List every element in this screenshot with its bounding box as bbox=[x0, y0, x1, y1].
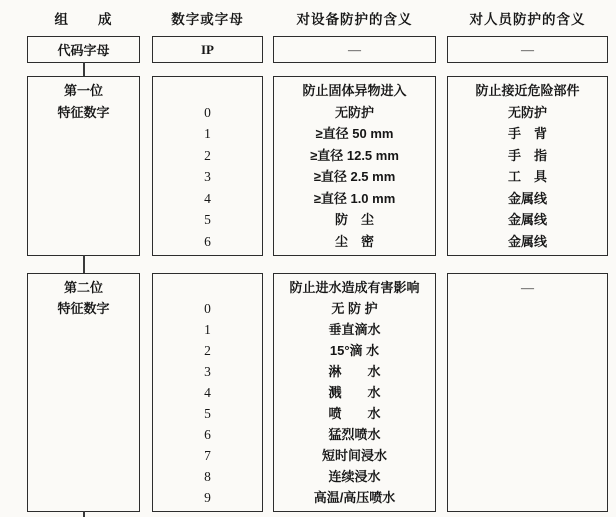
empty-cell bbox=[448, 298, 607, 319]
equipment-cell: 垂直滴水 bbox=[328, 322, 381, 337]
first-digit-personnel-box bbox=[447, 76, 608, 256]
empty-cell bbox=[448, 340, 607, 361]
empty-cell bbox=[28, 188, 139, 210]
empty-cell bbox=[448, 487, 607, 508]
personnel-cell: 金属线 bbox=[507, 190, 547, 206]
empty-cell bbox=[28, 209, 139, 231]
digit-cell: 6 bbox=[204, 426, 211, 442]
empty-cell bbox=[448, 424, 607, 445]
equipment-cell: 尘 密 bbox=[334, 233, 374, 249]
empty-cell bbox=[448, 403, 607, 424]
second-digit-personnel-box bbox=[447, 273, 608, 512]
equipment-header-cell: 防止进水造成有害影响 bbox=[289, 280, 420, 295]
first-digit-label-line2: 特征数字 bbox=[57, 104, 110, 120]
empty-cell bbox=[28, 319, 139, 340]
equipment-cell: 15°滴 水 bbox=[329, 343, 380, 358]
code-letter-personnel-box: — bbox=[447, 36, 608, 63]
equipment-cell: ≥直径 12.5 mm bbox=[310, 147, 399, 163]
first-digit-label-box bbox=[27, 76, 140, 256]
empty-cell bbox=[448, 319, 607, 340]
personnel-cell: 手 指 bbox=[507, 147, 547, 163]
personnel-cell: 无防护 bbox=[507, 104, 547, 120]
personnel-cell: 工 具 bbox=[507, 169, 547, 185]
digit-cell: 4 bbox=[204, 190, 211, 206]
empty-cell bbox=[28, 145, 139, 167]
digit-cell: 2 bbox=[204, 342, 211, 358]
equipment-cell: 猛烈喷水 bbox=[328, 427, 381, 442]
digit-cell: 0 bbox=[204, 300, 211, 316]
equipment-cell: 短时间浸水 bbox=[321, 448, 387, 463]
column-header-equipment-meaning: 对设备防护的含义 bbox=[296, 12, 413, 27]
digit-cell: 5 bbox=[204, 212, 211, 227]
connector-line-3 bbox=[83, 511, 85, 517]
empty-cell bbox=[28, 466, 139, 487]
digit-cell: 2 bbox=[204, 147, 211, 163]
personnel-header-cell: — bbox=[521, 280, 534, 295]
digit-cell: 0 bbox=[204, 104, 211, 120]
connector-line-2 bbox=[83, 255, 85, 273]
personnel-header-cell: 防止接近危险部件 bbox=[475, 83, 580, 99]
digit-cell: 1 bbox=[204, 126, 211, 141]
second-digit-label-line1: 第二位 bbox=[63, 280, 103, 295]
empty-cell bbox=[448, 382, 607, 403]
personnel-cell: 金属线 bbox=[507, 212, 547, 228]
empty-cell bbox=[28, 340, 139, 361]
digit-cell: 3 bbox=[204, 363, 211, 379]
digit-cell: 3 bbox=[204, 169, 211, 184]
digit-cell: 8 bbox=[204, 468, 211, 484]
equipment-cell: 防 尘 bbox=[334, 212, 374, 228]
equipment-cell: 连续浸水 bbox=[328, 469, 381, 484]
empty-cell bbox=[28, 231, 139, 253]
equipment-cell: 高温/高压喷水 bbox=[313, 490, 396, 505]
personnel-cell: 金属线 bbox=[507, 233, 547, 249]
equipment-cell: 无 防 护 bbox=[331, 301, 378, 316]
column-header-digits-or-letters: 数字或字母 bbox=[171, 12, 244, 27]
equipment-cell: 喷 水 bbox=[328, 406, 381, 421]
connector-line-1 bbox=[83, 62, 85, 76]
code-letter-equipment-box: — bbox=[273, 36, 436, 63]
second-digit-equipment-box bbox=[273, 273, 436, 512]
empty-cell bbox=[448, 361, 607, 382]
empty-cell bbox=[448, 445, 607, 466]
equipment-cell: 淋 水 bbox=[328, 364, 381, 379]
digit-cell: 7 bbox=[204, 447, 211, 463]
equipment-cell: 无防护 bbox=[334, 104, 374, 120]
personnel-cell: 手 背 bbox=[507, 126, 547, 142]
empty-cell bbox=[28, 123, 139, 145]
digit-cell: 1 bbox=[204, 321, 211, 337]
first-digit-equipment-box bbox=[273, 76, 436, 256]
digit-cell: 5 bbox=[204, 405, 211, 421]
empty-cell bbox=[153, 277, 262, 298]
first-digit-values-box bbox=[152, 76, 263, 256]
empty-cell bbox=[28, 487, 139, 508]
equipment-header-cell: 防止固体异物进入 bbox=[302, 83, 407, 99]
equipment-cell: 溅 水 bbox=[328, 385, 381, 400]
second-digit-label-line2: 特征数字 bbox=[57, 301, 110, 316]
empty-cell bbox=[28, 166, 139, 188]
equipment-cell: ≥直径 2.5 mm bbox=[313, 169, 396, 185]
digit-cell: 6 bbox=[204, 233, 211, 249]
second-digit-label-box bbox=[27, 273, 140, 512]
second-digit-values-box bbox=[152, 273, 263, 512]
empty-cell bbox=[153, 80, 262, 102]
code-letter-label-box: 代码字母 bbox=[27, 36, 140, 63]
empty-cell bbox=[28, 403, 139, 424]
empty-cell bbox=[28, 424, 139, 445]
empty-cell bbox=[28, 445, 139, 466]
digit-cell: 4 bbox=[204, 384, 211, 400]
first-digit-label-line1: 第一位 bbox=[63, 83, 103, 99]
equipment-cell: ≥直径 50 mm bbox=[315, 126, 394, 142]
code-letter-value-box: IP bbox=[152, 36, 263, 63]
equipment-cell: ≥直径 1.0 mm bbox=[313, 190, 396, 206]
column-header-personnel-meaning: 对人员防护的含义 bbox=[469, 12, 586, 27]
column-header-composition: 组 成 bbox=[54, 12, 113, 27]
digit-cell: 9 bbox=[204, 489, 211, 505]
empty-cell bbox=[28, 382, 139, 403]
empty-cell bbox=[448, 466, 607, 487]
empty-cell bbox=[28, 361, 139, 382]
